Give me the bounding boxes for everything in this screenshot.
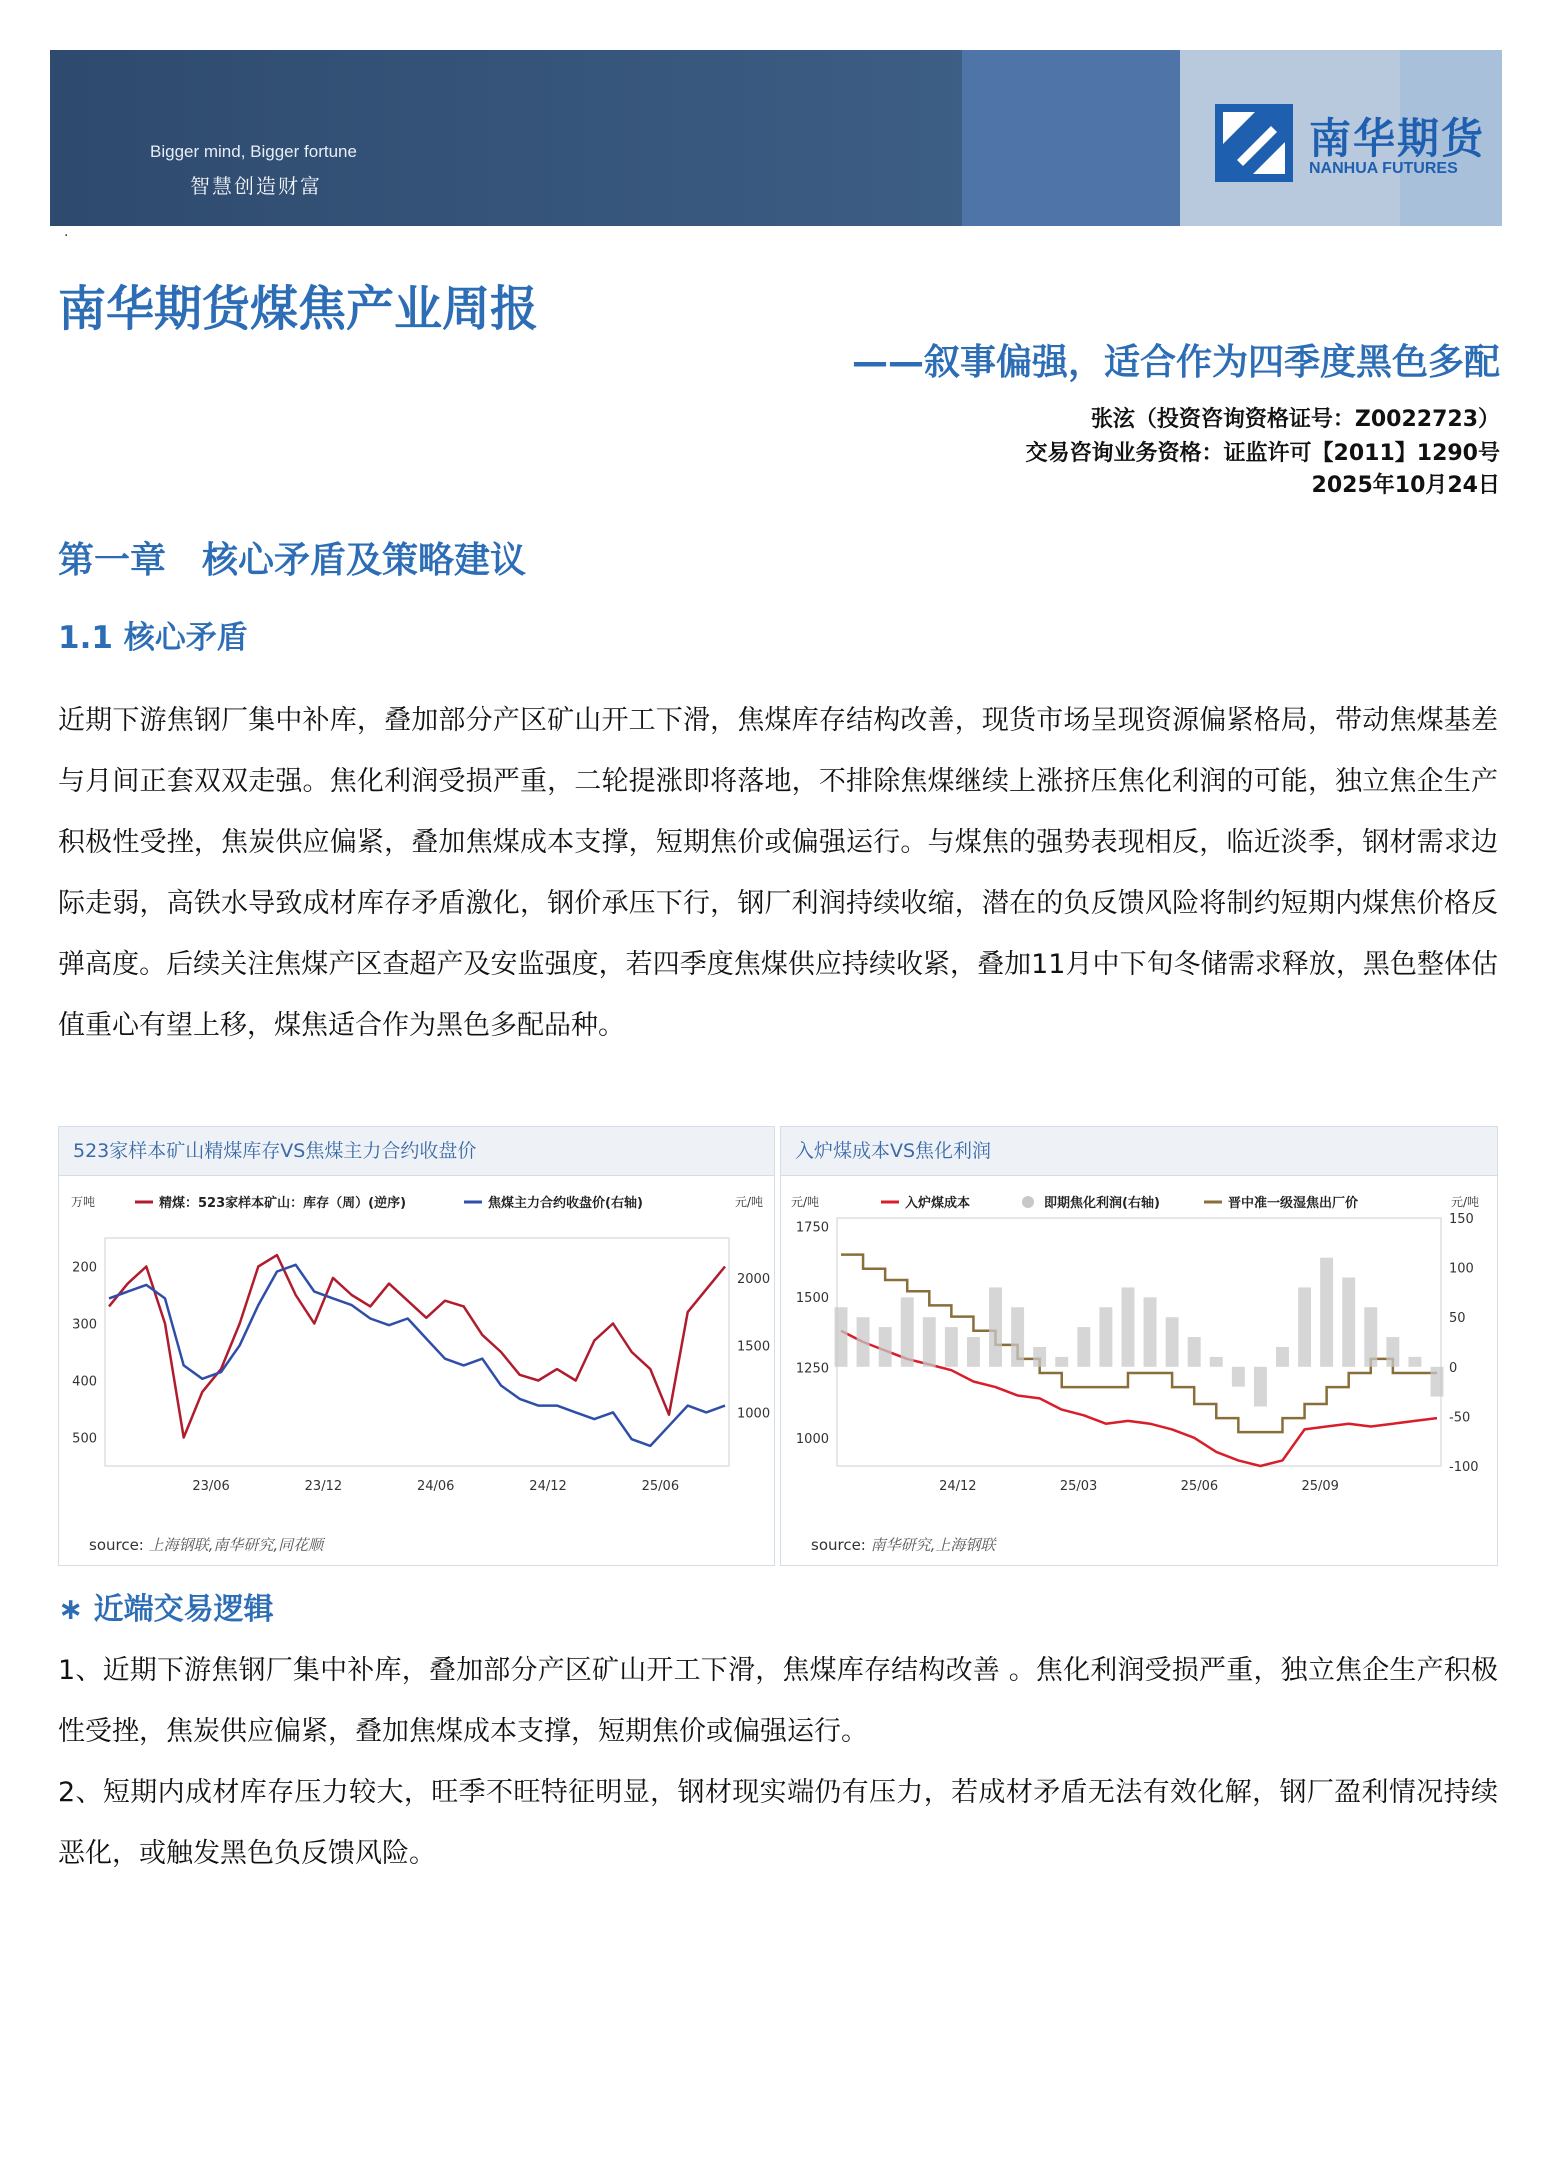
report-date: 2025年10月24日 (1311, 473, 1500, 498)
report-title: 南华期货煤焦产业周报 (58, 281, 539, 337)
right-tick-label: -100 (1449, 1460, 1479, 1475)
right-tick-label: -50 (1449, 1410, 1471, 1426)
profit-bar (1055, 1357, 1068, 1367)
profit-bar (1276, 1347, 1289, 1367)
profit-bar (1099, 1307, 1112, 1367)
series-line (109, 1255, 725, 1437)
logo-text-cn: 南华期货 (1309, 114, 1486, 163)
chart-source: source: 南华研究,上海钢联 (811, 1536, 996, 1554)
legend-swatch (1022, 1196, 1034, 1208)
x-tick-label: 25/06 (641, 1479, 680, 1494)
series-line (109, 1265, 725, 1446)
profit-bar (945, 1327, 958, 1367)
profit-bar (1298, 1287, 1311, 1366)
profit-bar (1033, 1347, 1046, 1367)
x-tick-label: 24/12 (939, 1479, 977, 1494)
tagline-cn: 智慧创造财富 (190, 174, 322, 198)
right-tick-label: 0 (1449, 1360, 1458, 1376)
x-tick-label: 25/09 (1301, 1479, 1339, 1494)
profit-bar (901, 1297, 914, 1366)
left-tick-label: 500 (72, 1431, 97, 1447)
right-tick-label: 100 (1449, 1261, 1474, 1277)
left-axis-unit: 元/吨 (791, 1195, 820, 1209)
author-line: 张泫（投资咨询资格证号：Z0022723） (1090, 407, 1500, 432)
logo-mark-icon (1215, 104, 1293, 182)
x-tick-label: 25/03 (1059, 1479, 1098, 1494)
inventory-price-chart (59, 1176, 774, 1516)
page-dot: · (64, 228, 69, 244)
legend-label: 精煤：523家样本矿山：库存（周）(逆序) (159, 1196, 407, 1211)
company-logo (1215, 104, 1502, 184)
core-paragraph: 近期下游焦钢厂集中补库，叠加部分产区矿山开工下滑，焦煤库存结构改善，现货市场呈现资源偏紧格局，带动焦煤基差与月间正套双双走强。焦化利润受损严重，二轮提涨即将落地，不排除焦煤继续上涨挤压焦化利润的可能，独立焦企生产积极性受挫，焦炭供应偏紧，叠加焦煤成本支撑，短期焦价或偏强运行。与煤焦的强势表现相反，临近淡季，钢材需求边际走弱，高铁水导致成材库存矛盾激化，钢价承压下行，钢厂利润持续收缩，潜在的负反馈风险将制约短期内煤焦价格反弹高度。后续关注焦煤产区查超产及安监强度，若四季度焦煤供应持续收紧，叠加11月中下旬冬储需求释放，黑色整体估值重心有望上移，煤焦适合作为黑色多配品种。 (58, 705, 1498, 1041)
profit-bar (1232, 1367, 1245, 1387)
x-tick-label: 23/12 (304, 1479, 343, 1494)
x-tick-label: 25/06 (1180, 1479, 1219, 1494)
chart-title: 523家样本矿山精煤库存VS焦煤主力合约收盘价 (59, 1127, 774, 1176)
profit-bar (1077, 1327, 1090, 1367)
left-tick-label: 300 (72, 1317, 97, 1333)
profit-bar (1166, 1317, 1179, 1367)
profit-bar (1364, 1307, 1377, 1367)
profit-bar (879, 1327, 892, 1367)
legend-label: 即期焦化利润(右轴) (1044, 1196, 1160, 1211)
plot-frame (105, 1238, 729, 1466)
legend-label: 入炉煤成本 (905, 1196, 971, 1211)
profit-bar (1011, 1307, 1024, 1367)
section-title: 1.1 核心矛盾 (58, 620, 248, 656)
left-tick-label: 1750 (795, 1220, 829, 1236)
profit-bar (1386, 1337, 1399, 1367)
logic-list (58, 1640, 1498, 1884)
profit-bar (835, 1307, 848, 1367)
asterisk-icon: ∗ (58, 1592, 94, 1627)
profit-bar (967, 1337, 980, 1367)
profit-bar (1144, 1297, 1157, 1366)
logic-item: 1、近期下游焦钢厂集中补库，叠加部分产区矿山开工下滑，焦煤库存结构改善 。焦化利润受损严重，独立焦企生产积极性受挫，焦炭供应偏紧，叠加焦煤成本支撑，短期焦价或偏强运行。 (58, 1655, 1498, 1747)
right-axis-unit: 元/吨 (1451, 1195, 1480, 1209)
left-tick-label: 200 (72, 1260, 97, 1276)
profit-bar (1320, 1258, 1333, 1367)
header-banner (50, 50, 1502, 226)
left-tick-label: 1500 (795, 1290, 829, 1306)
logic-item: 2、短期内成材库存压力较大，旺季不旺特征明显，钢材现实端仍有压力，若成材矛盾无法有效化解，钢厂盈利情况持续恶化，或触发黑色负反馈风险。 (58, 1777, 1498, 1869)
profit-bar (857, 1317, 870, 1367)
right-tick-label: 1500 (737, 1339, 771, 1355)
profit-bar (1254, 1367, 1267, 1407)
left-axis-unit: 万吨 (71, 1195, 96, 1209)
tagline-en: Bigger mind, Bigger fortune (150, 142, 357, 161)
x-tick-label: 24/12 (529, 1479, 567, 1494)
chart-title: 入炉煤成本VS焦化利润 (781, 1127, 1497, 1176)
profit-bar (989, 1287, 1002, 1366)
x-tick-label: 24/06 (416, 1479, 455, 1494)
legend-label: 焦煤主力合约收盘价(右轴) (488, 1196, 643, 1211)
license-line: 交易咨询业务资格：证监许可【2011】1290号 (1025, 441, 1500, 466)
legend-label: 晋中准一级湿焦出厂价 (1228, 1196, 1359, 1211)
logo-text-en: NANHUA FUTURES (1309, 160, 1458, 177)
banner-block (962, 50, 1180, 226)
x-tick-label: 23/06 (192, 1479, 230, 1494)
profit-bar (1431, 1367, 1444, 1397)
right-tick-label: 50 (1449, 1311, 1466, 1327)
left-tick-label: 400 (72, 1374, 97, 1390)
logic-heading: ∗ 近端交易逻辑 (58, 1592, 274, 1627)
chart-source: source: 上海钢联,南华研究,同花顺 (89, 1536, 324, 1554)
chart-card-coking (780, 1126, 1498, 1566)
right-tick-label: 150 (1449, 1212, 1474, 1227)
profit-bar (1188, 1337, 1201, 1367)
profit-bar (1210, 1357, 1223, 1367)
cost-profit-chart (781, 1176, 1497, 1516)
left-tick-label: 1000 (795, 1431, 829, 1447)
right-tick-label: 2000 (737, 1272, 771, 1288)
profit-bar (1342, 1278, 1355, 1367)
right-axis-unit: 元/吨 (735, 1195, 764, 1209)
chapter-title: 第一章 核心矛盾及策略建议 (58, 540, 527, 581)
report-subtitle: ——叙事偏强，适合作为四季度黑色多配 (851, 342, 1500, 383)
profit-bar (1408, 1357, 1421, 1367)
left-tick-label: 1250 (795, 1361, 829, 1377)
right-tick-label: 1000 (737, 1406, 771, 1422)
profit-bar (923, 1317, 936, 1367)
profit-bar (1121, 1287, 1134, 1366)
chart-card-inventory (58, 1126, 775, 1566)
